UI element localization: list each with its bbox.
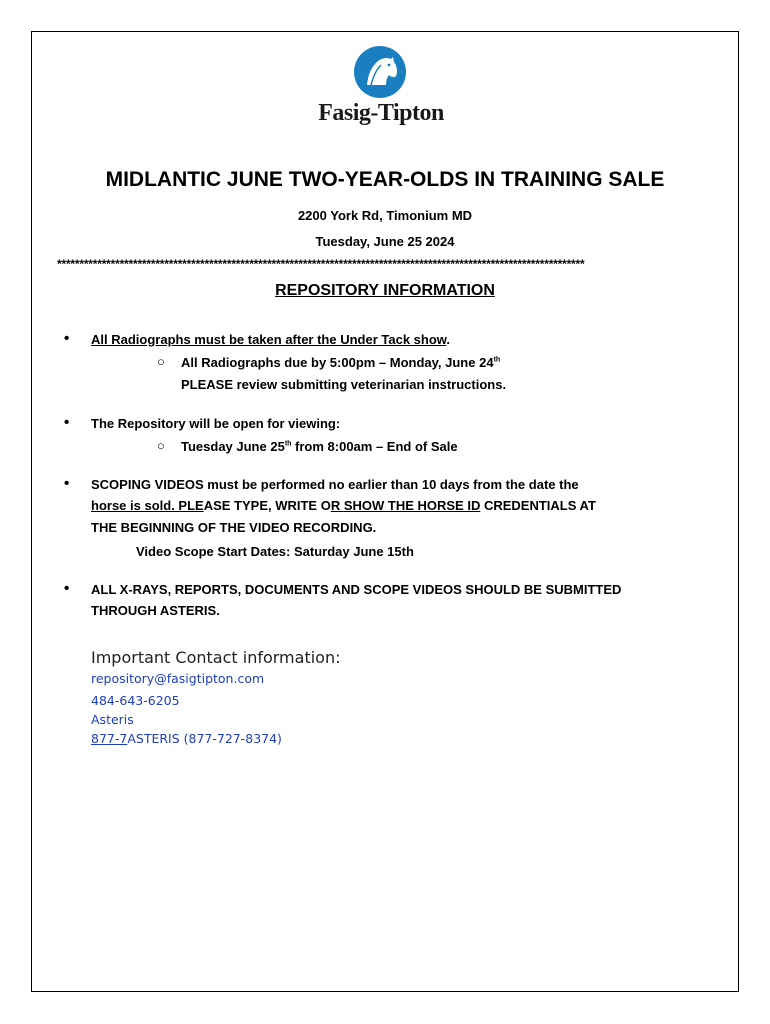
bullet-icon: • (64, 414, 70, 431)
radiographs-main (91, 332, 450, 347)
scoping-line3: THE BEGINNING OF THE VIDEO RECORDING. (91, 520, 377, 535)
repository-hours-b: from 8:00am – End of Sale (291, 439, 458, 454)
page-title: MIDLANTIC JUNE TWO-YEAR-OLDS IN TRAINING SALE (105, 168, 665, 191)
horse-head-icon (353, 45, 407, 99)
scoping-line2 (91, 498, 596, 513)
xrays-line1: ALL X-RAYS, REPORTS, DOCUMENTS AND SCOPE VIDEOS SHOULD BE SUBMITTED (91, 582, 622, 597)
sub-bullet-icon: ○ (157, 354, 165, 369)
scoping-line1: SCOPING VIDEOS must be performed no earlier than 10 days from the date the (91, 477, 579, 492)
repository-hours-a: Tuesday June 25 (181, 439, 285, 454)
scoping-start-dates: Video Scope Start Dates: Saturday June 15th (136, 544, 414, 559)
bullet-icon: • (64, 580, 70, 597)
contact-email-link[interactable]: repository@fasigtipton.com (91, 671, 265, 686)
radiographs-main-underlined: All Radiographs must be taken after the Under Tack show (91, 332, 447, 347)
contact-heading: Important Contact information: (91, 648, 341, 667)
contact-asteris-phone (91, 731, 282, 746)
radiographs-due-sup: th (493, 356, 501, 364)
star-divider: ********************************************************************************************************************** (57, 257, 585, 271)
bullet-icon: • (64, 475, 70, 492)
bullet-icon: • (64, 330, 70, 347)
radiographs-due-text: All Radiographs due by 5:00pm – Monday, June 24 (181, 355, 494, 370)
xrays-line2: THROUGH ASTERIS. (91, 603, 220, 618)
repository-hours (181, 439, 458, 454)
scoping-line2-u2: R SHOW THE HORSE ID (330, 498, 481, 513)
logo-wordmark: Fasig-Tipton (318, 100, 444, 126)
contact-asteris: Asteris (91, 712, 134, 727)
section-heading: REPOSITORY INFORMATION (275, 282, 495, 299)
fasig-tipton-logo (311, 45, 451, 130)
scoping-line2-tail: CREDENTIALS AT (480, 498, 596, 513)
scoping-line2-mid: ASE TYPE, WRITE O (203, 498, 331, 513)
repository-hours-sup: th (284, 440, 292, 448)
radiographs-due (181, 355, 500, 370)
sale-date: Tuesday, June 25 2024 (315, 234, 455, 249)
scoping-line2-u1: horse is sold. PLE (91, 498, 204, 513)
sub-bullet-icon: ○ (157, 438, 165, 453)
contact-phone: 484-643-6205 (91, 693, 180, 708)
sale-address: 2200 York Rd, Timonium MD (297, 208, 473, 223)
repository-main: The Repository will be open for viewing: (91, 416, 341, 431)
radiographs-instructions: PLEASE review submitting veterinarian instructions. (181, 377, 507, 392)
radiographs-main-tail: . (446, 332, 451, 347)
contact-asteris-phone-u: 877-7 (91, 731, 128, 746)
contact-asteris-phone-rest: ASTERIS (877-727-8374) (127, 731, 282, 746)
